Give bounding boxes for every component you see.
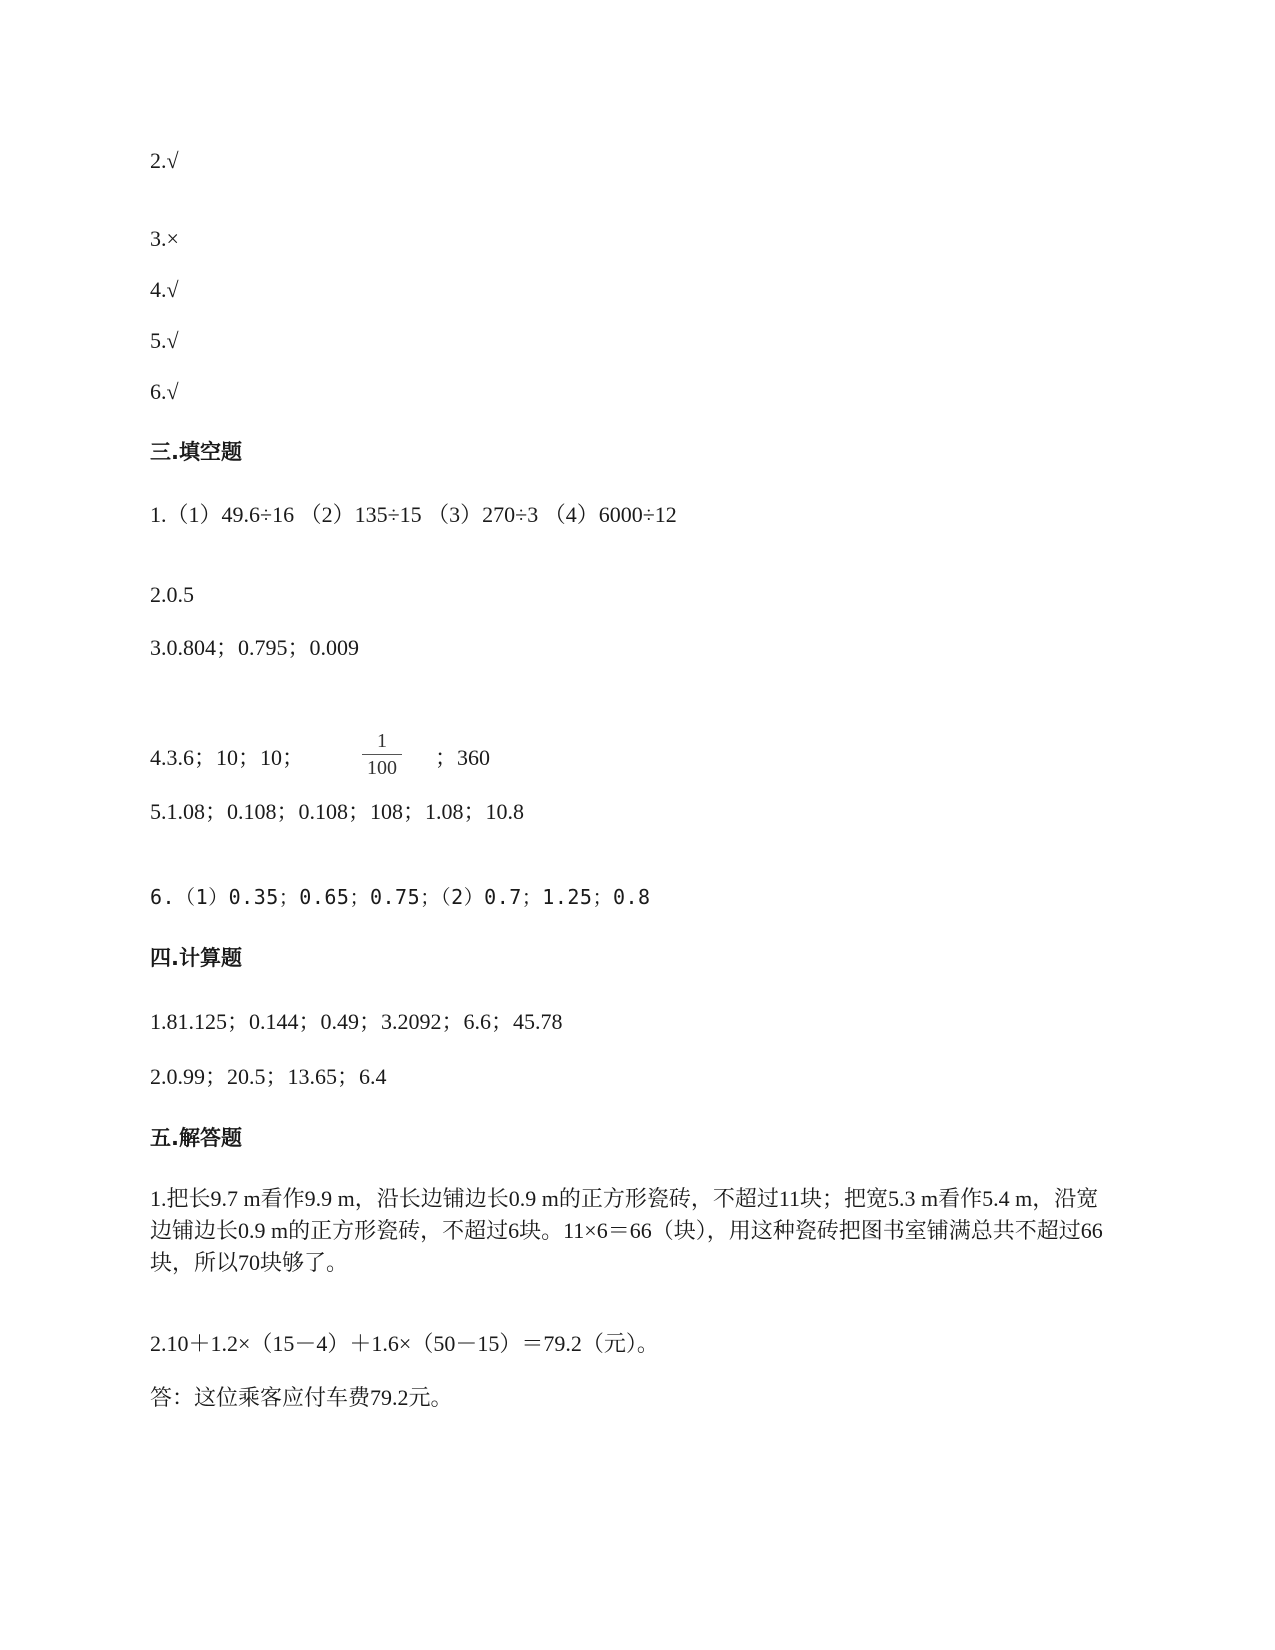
fraction-numerator: 1	[377, 730, 387, 752]
fraction-one-hundredth	[362, 730, 402, 779]
solve-answer-2: 2.10＋1.2×（15－4）＋1.6×（50－15）＝79.2（元）。	[150, 1331, 659, 1356]
judge-answer-4: 4.√	[150, 277, 179, 302]
solve-answer-2-conclusion: 答：这位乘客应付车费79.2元。	[150, 1385, 453, 1410]
calc-answer-2: 2.0.99；20.5；13.65；6.4	[150, 1064, 387, 1089]
fraction-bar	[362, 754, 402, 755]
calc-answer-1: 1.81.125；0.144；0.49；3.2092；6.6；45.78	[150, 1009, 563, 1034]
section-heading-calculation: 四.计算题	[150, 946, 242, 970]
judge-answer-3: 3.×	[150, 226, 179, 251]
judge-answer-5: 5.√	[150, 328, 179, 353]
fill-answer-2: 2.0.5	[150, 582, 194, 607]
section-heading-fill-in: 三.填空题	[150, 440, 242, 464]
fill-answer-1: 1.（1）49.6÷16 （2）135÷15 （3）270÷3 （4）6000÷12	[150, 502, 677, 527]
section-heading-solutions: 五.解答题	[150, 1126, 242, 1150]
solve-answer-1: 1.把长9.7 m看作9.9 m，沿长边铺边长0.9 m的正方形瓷砖，不超过11块；把宽5.3 m看作5.4 m，沿宽边铺边长0.9 m的正方形瓷砖，不超过6块。11×6＝66（块），用这种瓷砖把图书室铺满总共不超过66块，所以70块够了。	[150, 1186, 1103, 1275]
judge-answer-6: 6.√	[150, 379, 179, 404]
fill-answer-4-prefix: 4.3.6；10；10；	[150, 745, 305, 770]
fill-answer-5: 5.1.08；0.108；0.108；108；1.08；10.8	[150, 799, 525, 824]
fill-answer-4-suffix: ；360	[435, 745, 491, 770]
fill-answer-3: 3.0.804；0.795；0.009	[150, 635, 360, 660]
fill-answer-6: 6.（1）0.35；0.65；0.75；（2）0.7；1.25；0.8	[150, 885, 651, 909]
fraction-denominator: 100	[367, 757, 397, 779]
judge-answer-2: 2.√	[150, 148, 179, 173]
